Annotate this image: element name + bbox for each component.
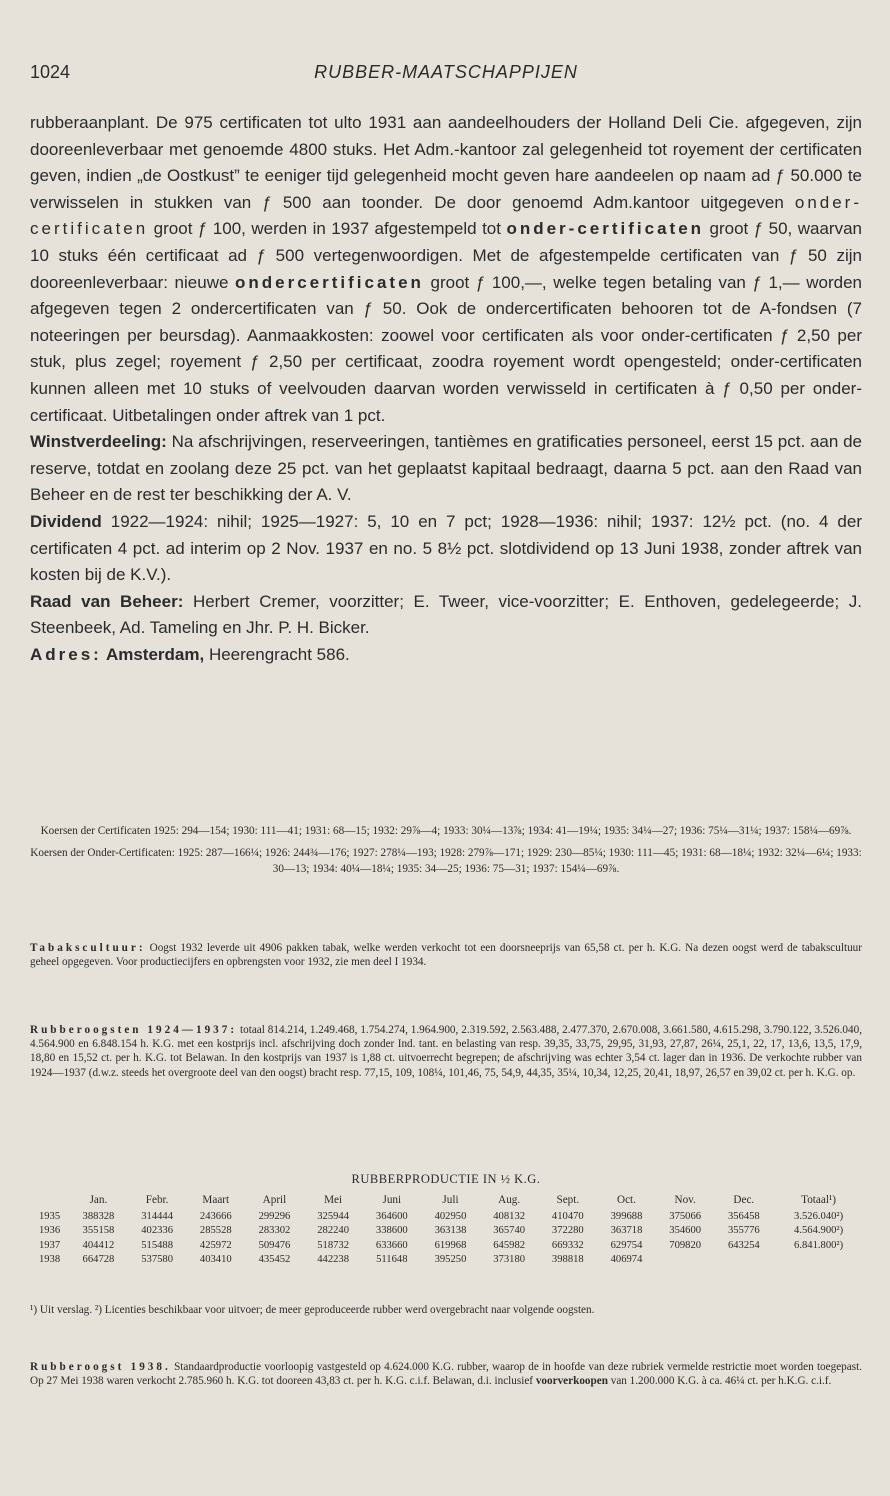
section-label: Rubberoogst 1938. — [30, 1361, 171, 1373]
table-body — [30, 1210, 864, 1268]
table-cell: 435452 — [258, 1254, 291, 1266]
adres-city: Amsterdam, — [101, 644, 205, 664]
page-number: 1024 — [30, 62, 71, 82]
section-label: Dividend — [30, 511, 102, 531]
text-run: Herbert Cremer, voorzitter; E. Tweer, vice-voorzitter; E. Enthoven, gedelegeerde; J. Steenbeek, Ad. Tameling en Jhr. P. H. Bicker. — [30, 591, 862, 638]
tabak-paragraph — [30, 941, 862, 969]
table-cell: 4.564.900²) — [794, 1225, 844, 1237]
text-run: van 1.200.000 K.G. à ca. 46¼ ct. per h.K.G. c.i.f. — [607, 1375, 832, 1388]
section-label: Tabakscultuur: — [30, 942, 146, 954]
running-title: RUBBER-MAATSCHAPPIJEN — [314, 62, 578, 82]
table-row — [30, 1239, 864, 1253]
text-run: groot ƒ 100,—, welke tegen betaling van ƒ 1,— worden afgegeven tegen 2 ondercertificaten van ƒ 50. Ook de ondercertificaten behooren tot de A-fondsen (7 noteeringen per beursdag). Aanmaakkosten: zoowel voor certificaten als voor onder-certificaten ƒ 2,50 per stuk, plus zegel; royement ƒ 2,50 per certificaat, zoodra royement wordt opengesteld; onder-certificaten kunnen alleen met 10 stuks of veelvouden daarvan worden verwisseld in certificaten à ƒ 0,50 per onder-certificaat. Uitbetalingen onder aftrek van 1 pct. — [30, 272, 862, 425]
table-cell: 355158 — [82, 1225, 115, 1237]
table-cell: 403410 — [199, 1254, 232, 1266]
table-cell: 372280 — [551, 1225, 584, 1237]
section-label: Rubberoogsten 1924—1937: — [30, 1024, 238, 1036]
table-cell: 388328 — [82, 1211, 115, 1222]
table-cell: 643254 — [727, 1239, 760, 1251]
table-header-cell: Sept. — [556, 1194, 580, 1206]
table-cell: 442238 — [317, 1254, 350, 1266]
table-header-cell: Dec. — [733, 1194, 755, 1206]
table-header-cell: Juli — [442, 1194, 459, 1206]
table-cell: 395250 — [434, 1254, 467, 1266]
table-cell: 402336 — [141, 1225, 173, 1237]
table-cell: 709820 — [669, 1239, 702, 1251]
footnotes — [30, 1303, 862, 1317]
table-cell: 633660 — [375, 1239, 408, 1251]
page-header — [30, 62, 862, 92]
table-header-cell: April — [262, 1194, 287, 1206]
table-header-cell: Febr. — [145, 1194, 169, 1206]
koersen-onder-certificaten: Koersen der Onder-Certificaten: 1925: 287—166¼; 1926: 244¾—176; 1927: 278¼—193; 1928: 279⅞—171; 1929: 230—85¼; 1930: 111—45; 1931: 68—18¼; 1932: 32¼—6¼; 1933: 30—13; 1934: 40¼—18¼; 1935: 34—25; 1936: 75—31; 1937: 154¼—69⅞. — [30, 847, 862, 875]
table-cell: 408132 — [493, 1211, 526, 1222]
table-cell: 509476 — [258, 1239, 291, 1251]
text-run: groot ƒ 50, waarvan 10 stuks één certificaat ad ƒ 500 vertegenwoordigen. Met de afgestempelde certificaten van ƒ 50 zijn dooreenleverbaar: nieuwe — [30, 219, 862, 292]
table-cell: 354600 — [669, 1225, 702, 1237]
rubberoogsten-paragraph — [30, 1023, 862, 1080]
table-header-cell: Oct. — [617, 1194, 636, 1206]
spaced-term-bold: ondercertificaten — [235, 272, 424, 292]
table-cell: 314444 — [141, 1211, 173, 1222]
table-cell: 402950 — [434, 1211, 467, 1222]
footnote-text: ¹) Uit verslag. ²) Licenties beschikbaar voor uitvoer; de meer geproduceerde rubber werd overgebracht naar volgende oogsten. — [30, 1304, 595, 1316]
table-row — [30, 1224, 864, 1238]
text-run: 1922—1924: nihil; 1925—1927: 5, 10 en 7 pct; 1928—1936: nihil; 1937: 12½ pct. (no. 4 der certificaten 4 pct. ad interim op 2 Nov. 1937 en no. 5 8½ pct. slotdividend op 13 Juni 1938, zonder aftrek van kosten bij de K.V.). — [30, 511, 862, 585]
table-header-cell: Nov. — [674, 1194, 696, 1206]
table-cell: 338600 — [375, 1225, 408, 1237]
paragraph-raad — [30, 589, 862, 642]
text-run: Na afschrijvingen, reserveeringen, tantièmes en gratificaties personeel, eerst 15 pct. aan de reserve, totdat en zoolang deze 25 pct. van het geplaatst kapitaal bedraagt, daarna 5 pct. aan den Raad van Beheer en de rest ter beschikking der A. V. — [30, 432, 862, 505]
table-cell: 619968 — [434, 1239, 467, 1251]
table-cell: 355776 — [727, 1225, 760, 1237]
text-run: Standaardproductie voorloopig vastgesteld op 4.624.000 K.G. rubber, waarop de in hoofde van deze rubriek vermelde restrictie moet worden toegepast. Op 27 Mei 1938 waren verkocht 2.785.960 h. K.G. tot dooreen 43,83 ct. per h. K.G. c.i.f. Belawan, d.i. inclusief — [30, 1361, 862, 1388]
table-cell: 629754 — [610, 1239, 643, 1251]
table-cell — [715, 1253, 774, 1267]
table-cell: 664728 — [82, 1254, 115, 1266]
table-cell: 511648 — [376, 1254, 408, 1266]
table-header-row — [30, 1190, 864, 1210]
section-label: Winstverdeeling: — [30, 432, 167, 452]
table-header-cell: Maart — [202, 1194, 230, 1206]
table-header-cell: Totaal¹) — [801, 1194, 837, 1206]
table-cell: 1935 — [38, 1211, 61, 1222]
table-cell: 515488 — [141, 1239, 173, 1251]
production-table — [30, 1190, 864, 1268]
table-cell: 325944 — [317, 1211, 350, 1222]
table-row — [30, 1210, 864, 1224]
paragraph-winstverdeeling — [30, 429, 862, 509]
table-header-cell: Juni — [382, 1194, 402, 1206]
spaced-term: onder-certificaten — [30, 192, 862, 239]
table-cell: 398818 — [551, 1254, 584, 1266]
table-cell: 243666 — [199, 1211, 232, 1222]
table-cell: 6.841.800²) — [794, 1239, 844, 1251]
table-cell: 356458 — [727, 1211, 760, 1222]
table-header-cell — [30, 1190, 69, 1210]
section-label: Raad van Beheer: — [30, 591, 184, 611]
spaced-term-bold: onder-certificaten — [506, 219, 705, 239]
paragraph-certificates — [30, 110, 862, 429]
text-run: groot ƒ 100, werden in 1937 afgestempeld tot — [148, 219, 507, 239]
table-cell: 1938 — [38, 1254, 61, 1266]
table-cell: 1936 — [38, 1225, 61, 1237]
text-run: Heerengracht 586. — [204, 644, 350, 664]
table-cell: 669332 — [551, 1239, 584, 1251]
table-cell: 373180 — [493, 1254, 526, 1266]
table-cell — [773, 1253, 864, 1267]
table-cell: 1937 — [38, 1239, 61, 1251]
koersen-certificaten: Koersen der Certificaten 1925: 294—154; 1930: 111—41; 1931: 68—15; 1932: 29⅞—4; 1933: 30¼—13⅞; 1934: 41—19¼; 1935: 34¼—27; 1936: 75¼—31¼; 1937: 158¼—69⅞. — [40, 825, 852, 837]
rubberoogst-1938-paragraph — [30, 1360, 862, 1388]
table-cell: 404412 — [82, 1239, 115, 1251]
table-header-cell: Mei — [324, 1194, 343, 1206]
paragraph-dividend — [30, 509, 862, 589]
bold-term: voorverkoopen — [535, 1375, 608, 1388]
text-run: Oogst 1932 leverde uit 4906 pakken tabak, welke werden verkocht tot een doorsneeprijs van 65,58 ct. per h. K.G. Na dezen oogst werd de tabakscultuur geheel opgegeven. Voor productiecijfers en opbrengsten voor 1932, zie men deel I 1934. — [30, 942, 862, 969]
table-cell: 518732 — [317, 1239, 350, 1251]
table-header-cell: Aug. — [498, 1194, 521, 1206]
section-label: Adres: — [30, 644, 102, 664]
table-cell: 375066 — [669, 1211, 702, 1222]
table-cell: 3.526.040²) — [794, 1211, 844, 1222]
text-run: rubberaanplant. De 975 certificaten tot ulto 1931 aan aandeelhouders der Holland Deli Cie. afgegeven, zijn dooreenleverbaar met genoemde 4800 stuks. Het Adm.-kantoor zal gelegenheid tot royement der certificaten geven, indien „de Oostkust” te eeniger tijd gelegenheid mocht geven hare aandeelen op naam ad ƒ 50.000 te verwisselen in stukken van ƒ 500 aan toonder. De door genoemd Adm.kantoor uitgegeven — [30, 113, 862, 212]
table-cell: 364600 — [375, 1211, 408, 1222]
table-cell: 363138 — [434, 1225, 467, 1237]
table-cell: 645982 — [493, 1239, 526, 1251]
rubberoogsten-block — [30, 1023, 862, 1080]
rubberoogst-1938-block — [30, 1360, 862, 1388]
table-cell: 299296 — [258, 1211, 291, 1222]
table-cell: 283302 — [258, 1225, 291, 1237]
koersen-block — [30, 823, 862, 883]
tabakscultuur-block — [30, 941, 862, 969]
text-run: totaal 814.214, 1.249.468, 1.754.274, 1.964.900, 2.319.592, 2.563.488, 2.477.370, 2.670.008, 3.661.580, 4.615.298, 3.790.122, 3.526.040, 4.564.900 en 6.848.154 h. K.G. met een kostprijs incl. afschrijving doch zonder Ind. tant. en belasting van resp. 39,35, 33,75, 29,95, 31,93, 27,87, 26¼, 25,1, 22, 17, 13,6, 13,5, 17,9, 18,80 en 15,52 ct. per h. K.G. tot Belawan. In den kostprijs van 1937 is 1,88 ct. uitvoerrecht begrepen; de afschrijving was echter 3,54 ct. lager dan in 1936. De verkochte rubber van 1924—1937 (d.w.z. steeds het overgroote deel van den oogst) bracht resp. 77,15, 109, 108¼, 101,46, 75, 54,9, 44,35, 35¼, 10,34, 12,25, 20,41, 18,97, 26,57 en 39,02 ct. per h. K.G. op. — [30, 1024, 862, 1079]
table-header-cell: Jan. — [89, 1194, 108, 1206]
table-cell: 399688 — [610, 1211, 643, 1222]
table-cell: 537580 — [141, 1254, 173, 1266]
table-cell: 285528 — [199, 1225, 232, 1237]
table-cell: 410470 — [551, 1211, 584, 1222]
main-text — [30, 110, 862, 668]
table-cell: 363718 — [610, 1225, 643, 1237]
table-cell: 365740 — [493, 1225, 526, 1237]
table-cell: 406974 — [610, 1254, 643, 1266]
table-cell: 425972 — [199, 1239, 232, 1251]
table-cell — [656, 1253, 715, 1267]
table-cell: 282240 — [317, 1225, 350, 1237]
paragraph-adres — [30, 642, 862, 669]
production-table-title: RUBBERPRODUCTIE IN ½ K.G. — [351, 1172, 541, 1186]
table-row — [30, 1253, 864, 1267]
